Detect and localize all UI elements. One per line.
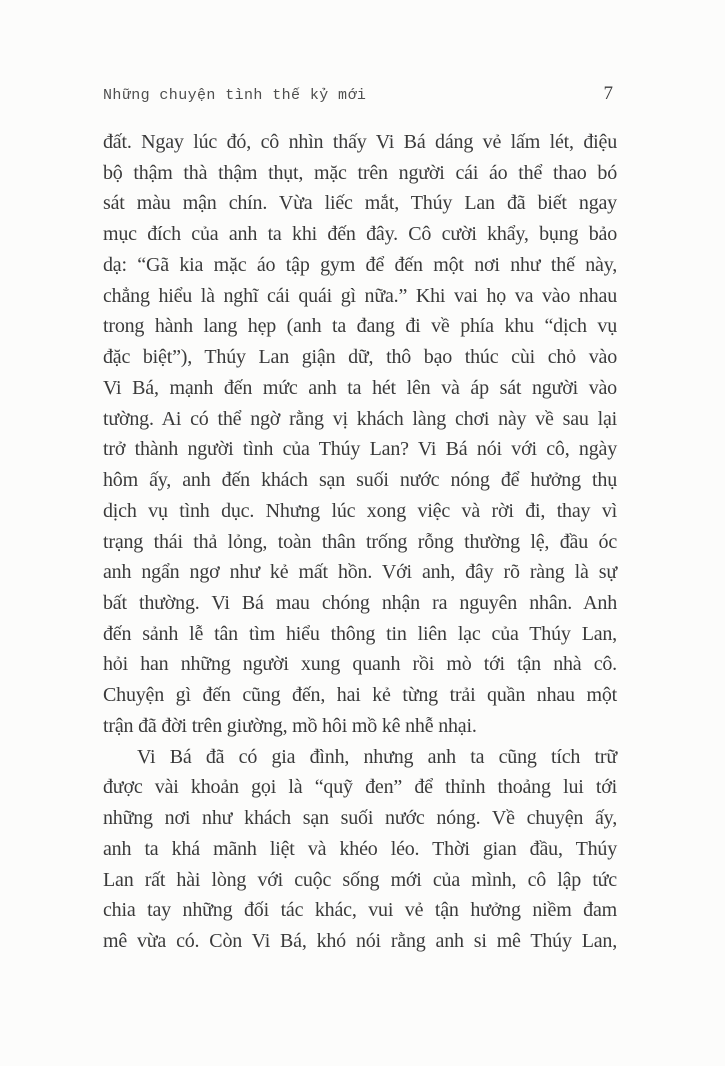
page-number: 7: [603, 83, 613, 104]
text-line: trở thành người tình của Thúy Lan? Vi Bá nói với cô, ngày: [103, 438, 617, 461]
text-line: Vi Bá, mạnh đến mức anh ta hét lên và áp sát người vào: [103, 376, 617, 399]
text-line: mục đích của anh ta khi đến đây. Cô cười khẩy, bụng bảo: [103, 223, 617, 246]
text-line: Lan rất hài lòng với cuộc sống mới của mình, cô lập tức: [103, 868, 617, 891]
text-line: đất. Ngay lúc đó, cô nhìn thấy Vi Bá dáng vẻ lấm lét, điệu: [103, 131, 617, 153]
text-line: trạng thái thả lỏng, toàn thân trống rỗng thường lệ, đầu óc: [103, 530, 617, 553]
text-line: đến sảnh lễ tân tìm hiểu thông tin liên lạc của Thúy Lan,: [103, 622, 617, 645]
running-header-title: Những chuyện tình thế kỷ mới: [103, 87, 367, 104]
text-line: đặc biệt”), Thúy Lan giận dữ, thô bạo thúc cùi chỏ vào: [103, 346, 617, 369]
text-line: hôm ấy, anh đến khách sạn suối nước nóng để hưởng thụ: [103, 469, 617, 492]
body-text: [103, 127, 617, 957]
text-line: chẳng hiểu là nghĩ cái quái gì nữa.” Khi vai họ va vào nhau: [103, 284, 617, 307]
text-line: trận đã đời trên giường, mồ hôi mồ kê nhễ nhại.: [103, 714, 477, 737]
text-line: bất thường. Vi Bá mau chóng nhận ra nguyên nhân. Anh: [103, 592, 617, 615]
text-line: những nơi như khách sạn suối nước nóng. Về chuyện ấy,: [103, 807, 617, 830]
text-line: được vài khoản gọi là “quỹ đen” để thỉnh thoảng lui tới: [103, 776, 617, 799]
text-line: anh ta khá mãnh liệt và khéo léo. Thời gian đầu, Thúy: [103, 837, 617, 860]
text-line: dịch vụ tình dục. Nhưng lúc xong việc và rời đi, thay vì: [103, 499, 617, 522]
text-line: tường. Ai có thể ngờ rằng vị khách làng chơi này về sau lại: [103, 407, 617, 430]
text-line: sát màu mận chín. Vừa liếc mắt, Thúy Lan đã biết ngay: [103, 192, 617, 215]
text-line: hỏi han những người xung quanh rồi mò tới tận nhà cô.: [103, 653, 617, 676]
text-line: chia tay những đối tác khác, vui vẻ tận hưởng niềm đam: [103, 899, 617, 922]
text-line: mê vừa có. Còn Vi Bá, khó nói rằng anh si mê Thúy Lan,: [103, 930, 617, 953]
text-line: anh ngẩn ngơ như kẻ mất hồn. Với anh, đây rõ ràng là sự: [103, 561, 617, 584]
text-line: Chuyện gì đến cũng đến, hai kẻ từng trải quần nhau một: [103, 684, 617, 707]
text-line: dạ: “Gã kia mặc áo tập gym để đến một nơi như thế này,: [103, 253, 617, 276]
text-line: trong hành lang hẹp (anh ta đang đi về phía khu “dịch vụ: [103, 315, 617, 338]
text-line: bộ thậm thà thậm thụt, mặc trên người cái áo thể thao bó: [103, 161, 617, 184]
page-header: [103, 83, 617, 105]
text-line: Vi Bá đã có gia đình, nhưng anh ta cũng tích trữ: [137, 745, 617, 768]
